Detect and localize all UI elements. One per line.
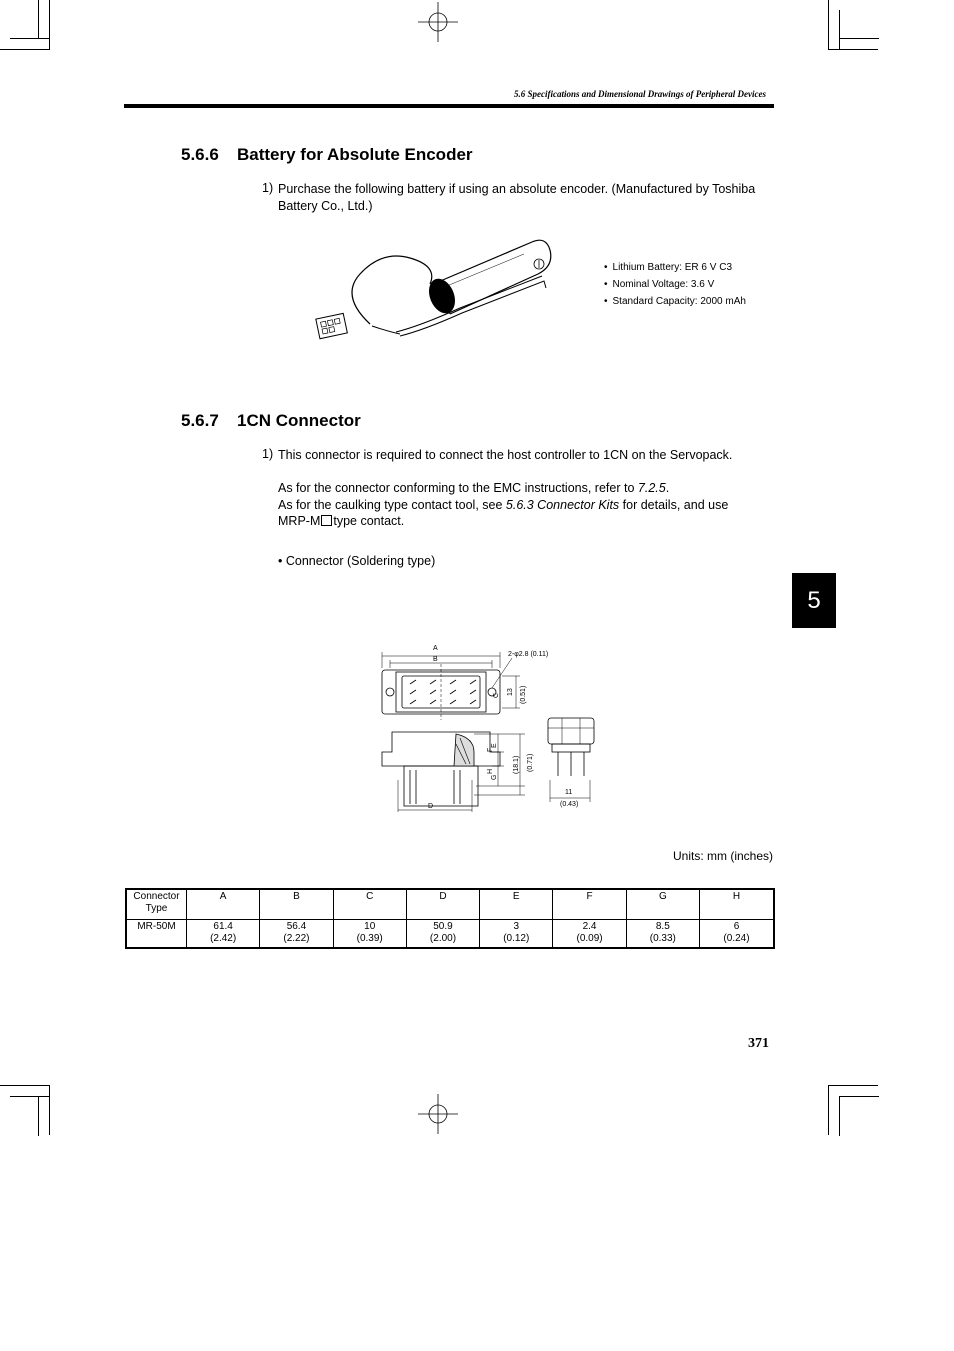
connector-instruction: This connector is required to connect the host controller to 1CN on the Servopack. bbox=[278, 448, 733, 462]
spec-item: • Lithium Battery: ER 6 V C3 bbox=[604, 262, 746, 279]
section-heading-battery bbox=[181, 145, 473, 165]
dimension-label-h: H bbox=[487, 768, 494, 774]
dimension-label-e: E bbox=[491, 743, 498, 748]
registration-mark-bottom bbox=[418, 1094, 458, 1134]
chapter-tab: 5 bbox=[792, 573, 836, 628]
dimension-label-g: G bbox=[491, 774, 498, 780]
table-cell: 61.4 (2.42) bbox=[187, 920, 260, 949]
dimension-13-inch: (0.51) bbox=[520, 685, 527, 704]
item-number: 1) bbox=[262, 447, 274, 461]
header-cell: D bbox=[406, 889, 479, 920]
connector-drawing bbox=[370, 640, 610, 815]
dimension-label-c: C bbox=[493, 692, 500, 698]
section-heading-connector bbox=[181, 411, 361, 431]
battery-instruction bbox=[278, 181, 755, 214]
header-cell: C bbox=[333, 889, 406, 920]
battery-specs-list bbox=[604, 262, 746, 313]
units-note: Units: mm (inches) bbox=[672, 849, 773, 863]
header-cell: Connector Type bbox=[126, 889, 187, 920]
section-number: 5.6.7 bbox=[181, 411, 219, 430]
contact-note: MRP-M type contact. bbox=[278, 514, 405, 528]
section-title: Battery for Absolute Encoder bbox=[237, 145, 473, 164]
header-cell: E bbox=[480, 889, 553, 920]
emc-note: As for the connector conforming to the EMC instructions, refer to 7.2.5. bbox=[278, 481, 670, 495]
header-cell: A bbox=[187, 889, 260, 920]
dimension-18-1-inch: (0.71) bbox=[527, 753, 534, 772]
tool-note: As for the caulking type contact tool, see 5.6.3 Connector Kits for details, and use bbox=[278, 497, 729, 512]
connector-kits-reference: 5.6.3 Connector Kits bbox=[505, 497, 620, 512]
dimension-label-b: B bbox=[433, 656, 438, 663]
connector-dimension-table bbox=[125, 888, 775, 949]
spec-item: • Standard Capacity: 2000 mAh bbox=[604, 296, 746, 313]
running-header: 5.6 Specifications and Dimensional Drawings of Peripheral Devices bbox=[514, 89, 766, 99]
page-number: 371 bbox=[748, 1036, 769, 1051]
dimension-11-inch: (0.43) bbox=[560, 801, 579, 808]
table-row bbox=[126, 920, 774, 949]
header-cell: G bbox=[626, 889, 699, 920]
battery-instruction-line2: Battery Co., Ltd.) bbox=[278, 198, 373, 213]
battery-instruction-line1: Purchase the following battery if using an absolute encoder. (Manufactured by Toshiba bbox=[278, 182, 756, 196]
table-cell: 10 (0.39) bbox=[333, 920, 406, 949]
dimension-label-d: D bbox=[428, 803, 434, 810]
table-cell: 8.5 (0.33) bbox=[626, 920, 699, 949]
dimension-11: 11 bbox=[565, 789, 573, 796]
item-number: 1) bbox=[262, 181, 274, 195]
table-cell: 2.4 (0.09) bbox=[553, 920, 626, 949]
table-cell: 50.9 (2.00) bbox=[406, 920, 479, 949]
hole-label: 2-φ2.8 (0.11) bbox=[508, 651, 549, 658]
header-cell: B bbox=[260, 889, 333, 920]
battery-illustration bbox=[310, 236, 560, 348]
table-header-row bbox=[126, 889, 774, 920]
connector-notes bbox=[278, 480, 728, 530]
registration-mark-top bbox=[418, 2, 458, 42]
dimension-18-1: (18.1) bbox=[513, 755, 520, 774]
blank-box-icon bbox=[321, 515, 332, 526]
dimension-label-a: A bbox=[433, 645, 438, 652]
connector-type-bullet: • Connector (Soldering type) bbox=[278, 554, 436, 568]
section-number: 5.6.6 bbox=[181, 145, 219, 164]
section-title: 1CN Connector bbox=[237, 411, 361, 430]
spec-item: • Nominal Voltage: 3.6 V bbox=[604, 279, 746, 296]
emc-reference: 7.2.5 bbox=[637, 481, 666, 495]
table-cell: MR-50M bbox=[126, 920, 187, 949]
table-cell: 56.4 (2.22) bbox=[260, 920, 333, 949]
header-rule bbox=[124, 104, 774, 108]
header-cell: H bbox=[699, 889, 774, 920]
dimension-label-f: F bbox=[487, 747, 494, 752]
table-cell: 6 (0.24) bbox=[699, 920, 774, 949]
header-cell: F bbox=[553, 889, 626, 920]
dimension-13: 13 bbox=[507, 688, 514, 696]
table-cell: 3 (0.12) bbox=[480, 920, 553, 949]
